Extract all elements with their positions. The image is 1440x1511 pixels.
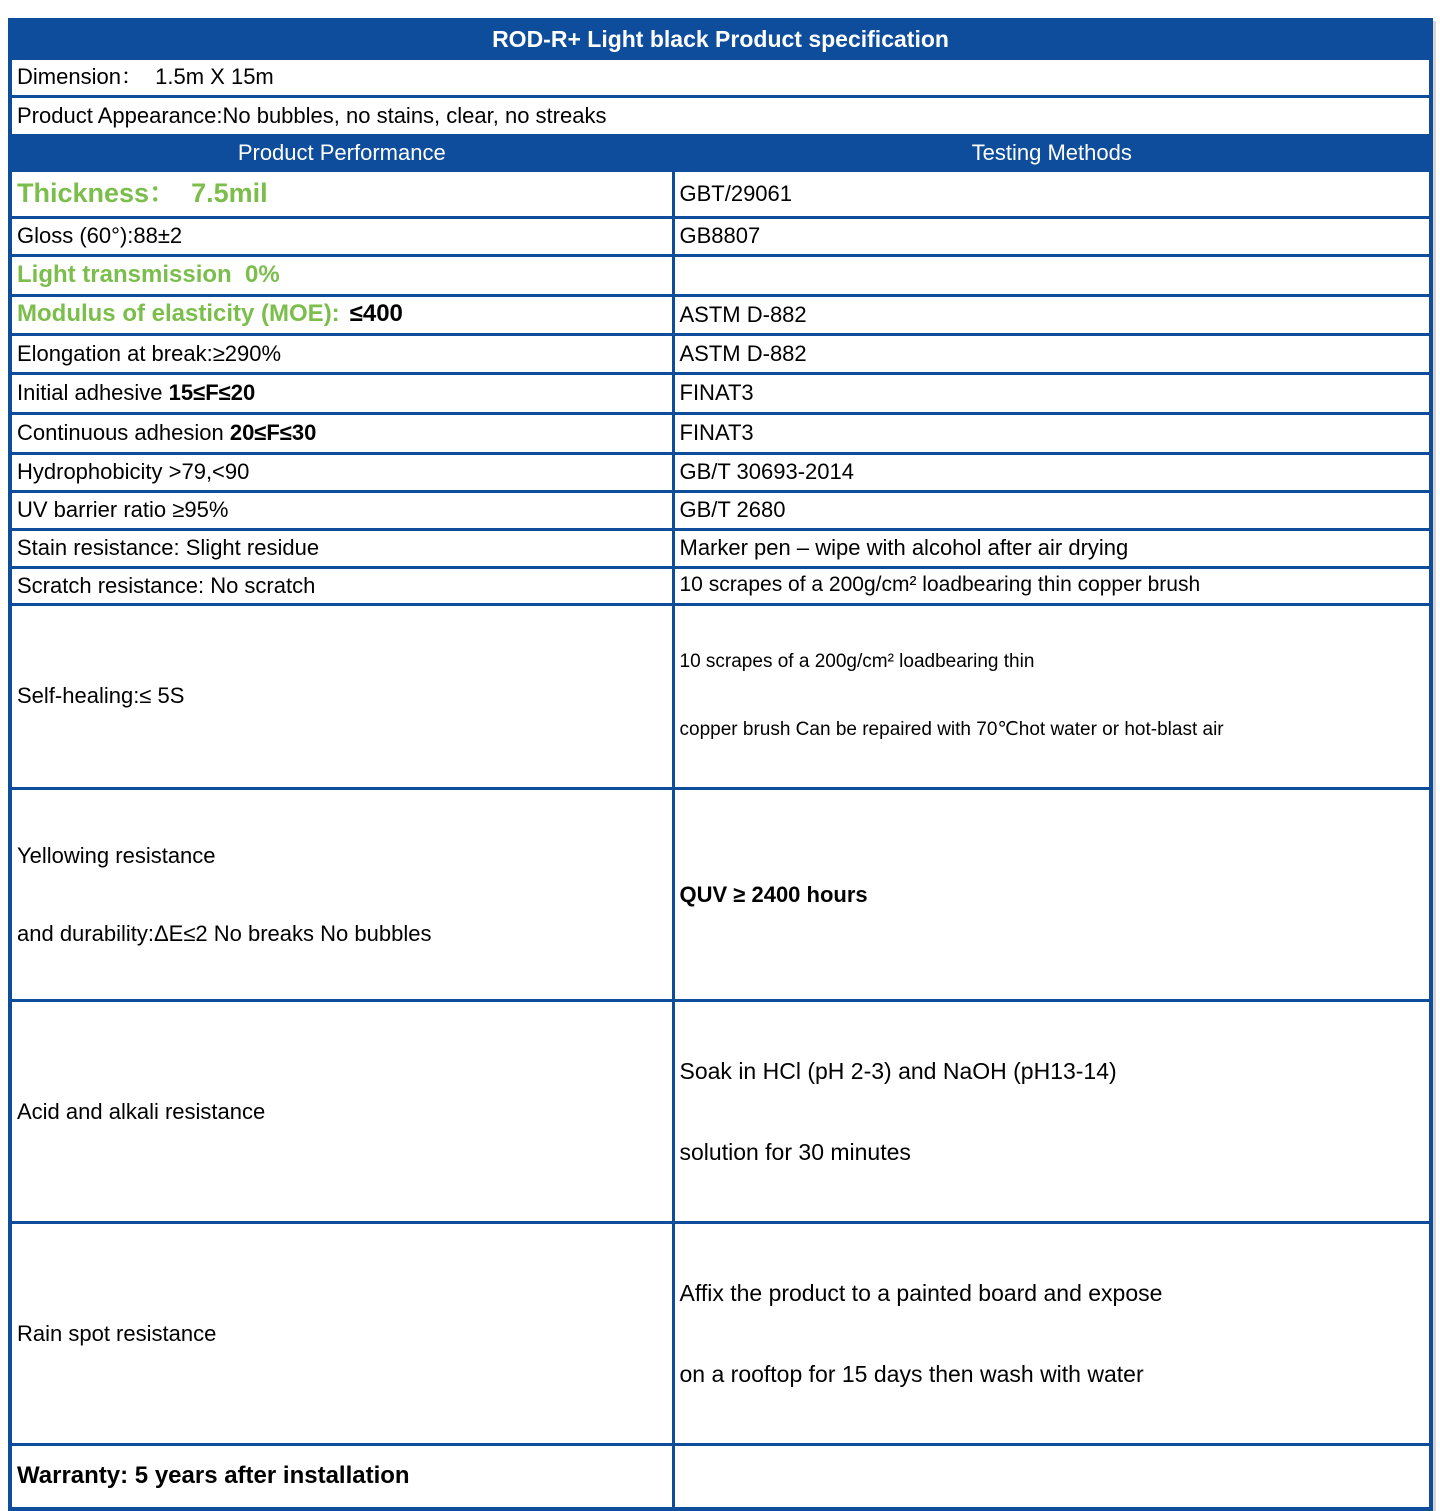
row-rain-spot xyxy=(10,1223,1431,1445)
thickness-performance: Thickness： 7.5mil xyxy=(10,170,673,217)
continuous-adhesion-value: 20≤F≤30 xyxy=(229,420,317,446)
moe-label: Modulus of elasticity (MOE): xyxy=(17,300,340,328)
uv-barrier-method: GB/T 2680 xyxy=(673,491,1431,529)
continuous-adhesion-method: FINAT3 xyxy=(673,413,1431,453)
dimension-cell: Dimension： 1.5m X 15m xyxy=(10,58,1431,96)
row-yellowing xyxy=(10,788,1431,1001)
appearance-row xyxy=(10,96,1431,135)
moe-method: ASTM D-882 xyxy=(673,295,1431,334)
row-acid-alkali xyxy=(10,1001,1431,1223)
yellowing-performance-line1: Yellowing resistance xyxy=(17,842,216,868)
row-self-healing xyxy=(10,604,1431,788)
continuous-adhesion-label: Continuous adhesion xyxy=(17,420,230,446)
light-transmission-performance: Light transmission 0% xyxy=(10,255,673,295)
rain-spot-method xyxy=(673,1223,1431,1445)
initial-adhesive-performance xyxy=(10,373,673,413)
row-light-transmission xyxy=(10,255,1431,295)
row-warranty xyxy=(10,1445,1431,1509)
row-stain-resistance xyxy=(10,529,1431,567)
moe-performance xyxy=(10,295,673,334)
product-spec-table xyxy=(8,18,1433,1511)
table-title-row xyxy=(10,20,1431,58)
initial-adhesive-value: 15≤F≤20 xyxy=(168,380,256,406)
self-healing-method-line1: 10 scrapes of a 200g/cm² loadbearing thin xyxy=(679,651,1035,673)
rain-spot-method-line2: on a rooftop for 15 days then wash with water xyxy=(679,1361,1144,1387)
self-healing-method xyxy=(673,604,1431,788)
column-header-row xyxy=(10,135,1431,170)
row-moe xyxy=(10,295,1431,334)
row-initial-adhesive xyxy=(10,373,1431,413)
dimension-row xyxy=(10,58,1431,96)
moe-value: ≤400 xyxy=(349,300,403,328)
row-continuous-adhesion xyxy=(10,413,1431,453)
page-title: ROD-R+ Light black Product specification xyxy=(10,20,1431,58)
light-transmission-method xyxy=(673,255,1431,295)
stain-method: Marker pen – wipe with alcohol after air drying xyxy=(673,529,1431,567)
row-elongation xyxy=(10,334,1431,373)
self-healing-performance: Self-healing:≤ 5S xyxy=(10,604,673,788)
thickness-method: GBT/29061 xyxy=(673,170,1431,217)
row-uv-barrier xyxy=(10,491,1431,529)
acid-alkali-method xyxy=(673,1001,1431,1223)
yellowing-performance-line2: and durability:ΔE≤2 No breaks No bubbles xyxy=(17,920,432,946)
acid-alkali-performance: Acid and alkali resistance xyxy=(10,1001,673,1223)
row-scratch-resistance xyxy=(10,567,1431,604)
scratch-method: 10 scrapes of a 200g/cm² loadbearing thin copper brush xyxy=(673,567,1431,604)
column-header-testing: Testing Methods xyxy=(673,135,1431,170)
rain-spot-method-line1: Affix the product to a painted board and expose xyxy=(679,1279,1163,1306)
acid-alkali-method-line1: Soak in HCl (pH 2-3) and NaOH (pH13-14) xyxy=(679,1057,1117,1084)
stain-performance: Stain resistance: Slight residue xyxy=(10,529,673,567)
row-thickness xyxy=(10,170,1431,217)
self-healing-method-line2: copper brush Can be repaired with 70℃hot water or hot-blast air xyxy=(679,718,1224,740)
warranty-performance: Warranty: 5 years after installation xyxy=(10,1445,673,1509)
elongation-performance: Elongation at break:≥290% xyxy=(10,334,673,373)
initial-adhesive-method: FINAT3 xyxy=(673,373,1431,413)
warranty-method xyxy=(673,1445,1431,1509)
yellowing-performance xyxy=(10,788,673,1001)
appearance-cell: Product Appearance:No bubbles, no stains, clear, no streaks xyxy=(10,96,1431,135)
uv-barrier-performance: UV barrier ratio ≥95% xyxy=(10,491,673,529)
gloss-performance: Gloss (60°):88±2 xyxy=(10,217,673,255)
rain-spot-performance: Rain spot resistance xyxy=(10,1223,673,1445)
elongation-method: ASTM D-882 xyxy=(673,334,1431,373)
continuous-adhesion-performance xyxy=(10,413,673,453)
hydrophobicity-performance: Hydrophobicity >79,<90 xyxy=(10,453,673,491)
row-gloss xyxy=(10,217,1431,255)
row-hydrophobicity xyxy=(10,453,1431,491)
column-header-performance: Product Performance xyxy=(10,135,673,170)
acid-alkali-method-line2: solution for 30 minutes xyxy=(679,1139,911,1165)
hydrophobicity-method: GB/T 30693-2014 xyxy=(673,453,1431,491)
initial-adhesive-label: Initial adhesive xyxy=(17,380,169,406)
scratch-performance: Scratch resistance: No scratch xyxy=(10,567,673,604)
gloss-method: GB8807 xyxy=(673,217,1431,255)
yellowing-method: QUV ≥ 2400 hours xyxy=(673,788,1431,1001)
